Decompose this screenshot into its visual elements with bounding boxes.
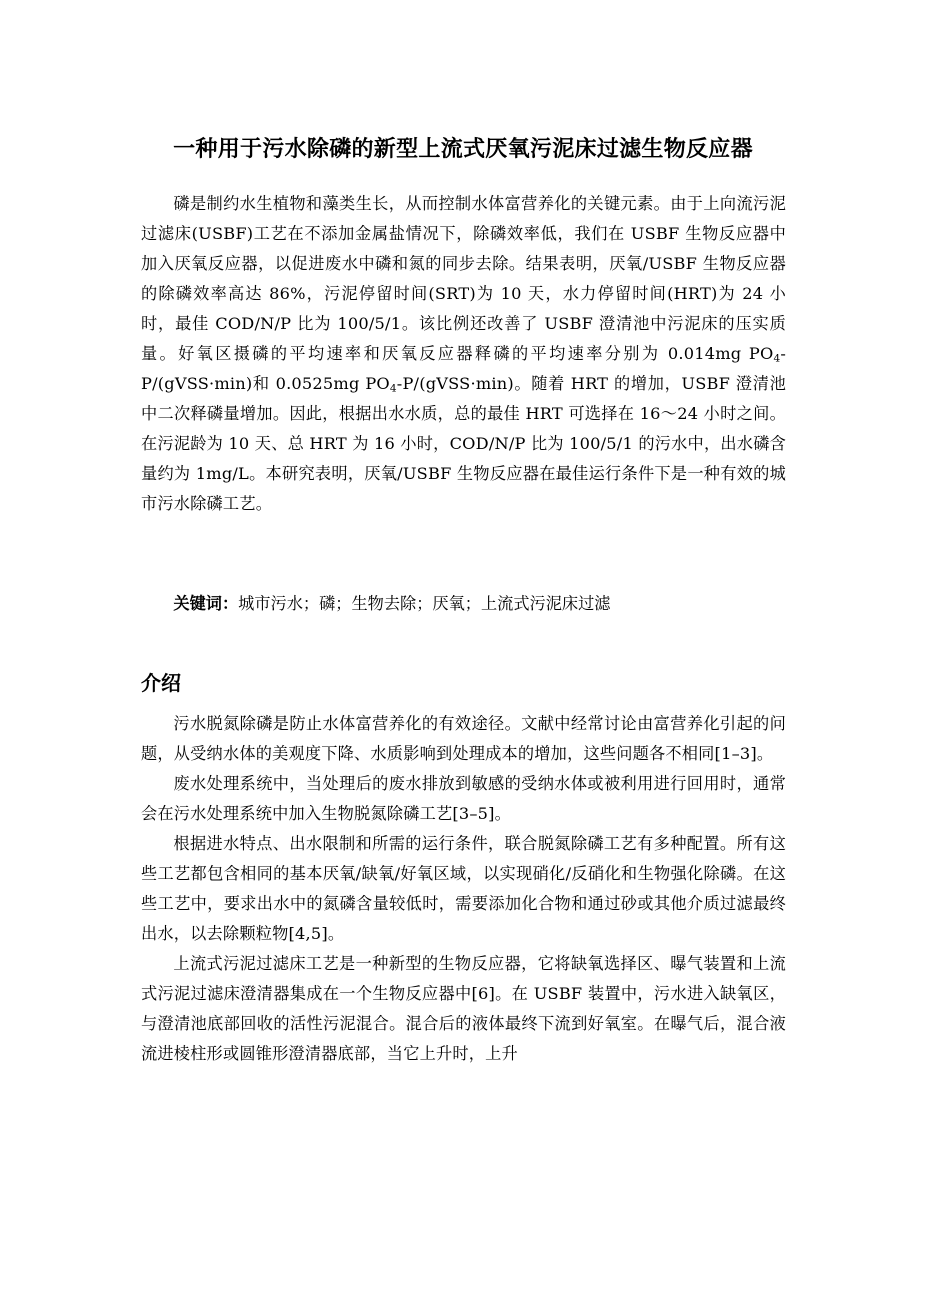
subscript-4: 4 <box>773 352 781 365</box>
introduction-body <box>141 709 786 1069</box>
intro-paragraph: 根据进水特点、出水限制和所需的运行条件，联合脱氮除磷工艺有多种配置。所有这些工艺都包含相同的基本厌氧/缺氧/好氧区域，以实现硝化/反硝化和生物强化除磷。在这些工艺中，要求出水中的氮磷含量较低时，需要添加化合物和通过砂或其他介质过滤最终出水，以去除颗粒物[4,5]。 <box>141 834 786 943</box>
intro-paragraph: 污水脱氮除磷是防止水体富营养化的有效途径。文献中经常讨论由富营养化引起的问题，从受纳水体的美观度下降、水质影响到处理成本的增加，这些问题各不相同[1–3]。 <box>141 714 786 763</box>
subscript-4: 4 <box>389 382 397 395</box>
abstract <box>141 189 786 519</box>
abstract-text-part1: 磷是制约水生植物和藻类生长，从而控制水体富营养化的关键元素。由于上向流污泥过滤床(USBF)工艺在不添加金属盐情况下，除磷效率低，我们在 USBF 生物反应器中加入厌氧反应器，以促进废水中磷和氮的同步去除。结果表明，厌氧/USBF 生物反应器的除磷效率高达 86%，污泥停留时间(SRT)为 10 天，水力停留时间(HRT)为 24 小时，最佳 COD/N/P 比为 100/5/1。该比例还改善了 USBF 澄清池中污泥床的压实质量。好氧区摄磷的平均速率和厌氧反应器释磷的平均速率分别为 0.014mg PO <box>141 194 786 363</box>
abstract-paragraph <box>141 189 786 519</box>
abstract-text-part3: -P/(gVSS·min)。随着 HRT 的增加，USBF 澄清池中二次释磷量增加。因此，根据出水水质，总的最佳 HRT 可选择在 16～24 小时之间。在污泥龄为 10 天、总 HRT 为 16 小时，COD/N/P 比为 100/5/1 的污水中，出水磷含量约为 1mg/L。本研究表明，厌氧/USBF 生物反应器在最佳运行条件下是一种有效的城市污水除磷工艺。 <box>141 374 787 513</box>
keywords-line <box>141 589 786 619</box>
intro-paragraph: 上流式污泥过滤床工艺是一种新型的生物反应器，它将缺氧选择区、曝气装置和上流式污泥过滤床澄清器集成在一个生物反应器中[6]。在 USBF 装置中，污水进入缺氧区，与澄清池底部回收的活性污泥混合。混合后的液体最终下流到好氧室。在曝气后，混合液流进棱柱形或圆锥形澄清器底部，当它上升时，上升 <box>141 954 786 1063</box>
abstract-text-part2: -P/(gVSS·min)和 0.0525mg PO <box>141 344 786 393</box>
keywords-text: 城市污水；磷；生物去除；厌氧；上流式污泥床过滤 <box>238 594 611 613</box>
intro-paragraph: 废水处理系统中，当处理后的废水排放到敏感的受纳水体或被利用进行回用时，通常会在污水处理系统中加入生物脱氮除磷工艺[3–5]。 <box>141 774 786 823</box>
section-heading-introduction: 介绍 <box>141 671 181 695</box>
paper-title: 一种用于污水除磷的新型上流式厌氧污泥床过滤生物反应器 <box>173 137 753 162</box>
keywords-label: 关键词： <box>173 594 239 613</box>
